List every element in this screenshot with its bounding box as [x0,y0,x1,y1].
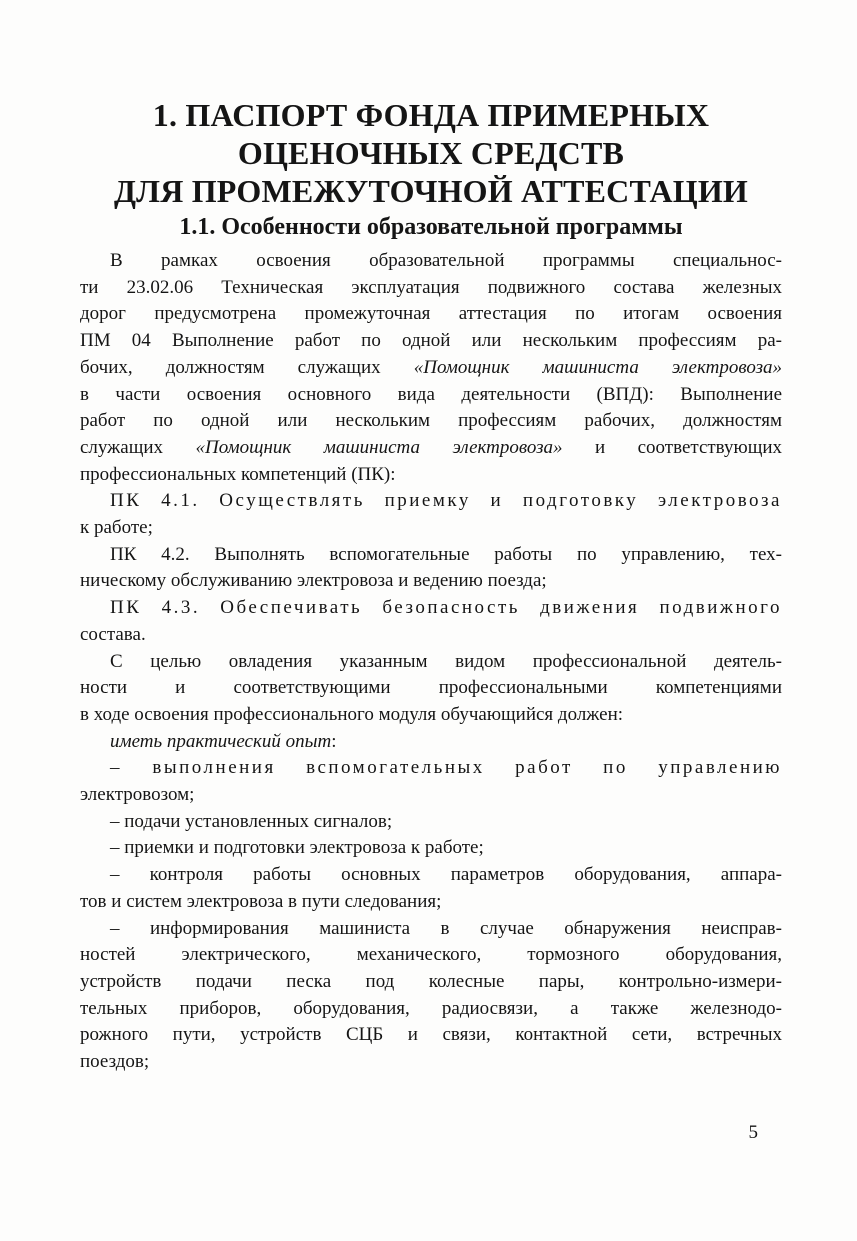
text-line [80,862,782,889]
text-line [80,729,782,756]
text-line [80,675,782,702]
paragraph [80,248,782,488]
text-line [80,942,782,969]
text-line [80,1049,782,1076]
paragraph [80,916,782,1076]
text-line [80,408,782,435]
text-line [80,835,782,862]
italic-text: «Помощник машиниста электровоза» [195,436,563,458]
paragraph [80,755,782,808]
paragraph [80,542,782,595]
text-line [80,916,782,943]
text-segment: ническому обслуживанию электровоза и ведению поезда; [80,570,547,592]
text-segment: ти 23.02.06 Техническая эксплуатация подвижного состава железных [80,276,782,298]
text-line [80,702,782,729]
text-line [80,488,782,515]
chapter-title-line-3: ДЛЯ ПРОМЕЖУТОЧНОЙ АТТЕСТАЦИИ [113,173,749,209]
text-segment: в ходе освоения профессионального модуля обучающийся должен: [80,703,624,725]
text-segment: ПК 4.1. Осуществлять приемку и подготовку электровоза [110,490,782,512]
text-segment: тов и систем электровоза в пути следования; [80,890,442,912]
page-content [80,0,782,1076]
text-line [80,969,782,996]
text-line [80,542,782,569]
text-segment: ПК 4.3. Обеспечивать безопасность движения подвижного [110,597,782,619]
text-segment: тельных приборов, оборудования, радиосвязи, а также железнодо- [80,997,782,1019]
text-line [80,515,782,542]
text-segment: бочих, должностям служащих [80,356,414,378]
text-segment: ПМ 04 Выполнение работ по одной или нескольким профессиям ра- [80,330,782,352]
text-line [80,382,782,409]
text-line [80,996,782,1023]
text-segment: ПК 4.2. Выполнять вспомогательные работы по управлению, тех- [110,543,782,565]
italic-text: «Помощник машиниста электровоза» [413,356,782,378]
paragraph [80,649,782,729]
paragraph [80,835,782,862]
text-segment: и соответствующих [562,436,782,458]
chapter-title-line-2: ОЦЕНОЧНЫХ СРЕДСТВ [237,135,625,171]
text-segment: профессиональных компетенций (ПК): [80,463,396,485]
text-segment: ности и соответствующими профессиональными компетенциями [80,677,782,699]
chapter-title [80,96,782,210]
paragraph [80,595,782,648]
text-segment: – контроля работы основных параметров оборудования, аппара- [110,864,782,886]
text-line [80,782,782,809]
text-line [80,649,782,676]
text-segment: В рамках освоения образовательной программы специальнос- [110,250,782,271]
paragraph [80,729,782,756]
section-title: 1.1. Особенности образовательной программы [179,214,683,240]
italic-text: иметь практический опыт [110,730,332,752]
text-segment: к работе; [80,517,153,539]
body-text [80,248,782,1076]
text-segment: – подачи установленных сигналов; [110,810,393,832]
text-segment: поездов; [80,1051,150,1073]
text-segment: состава. [80,623,146,645]
text-segment: устройств подачи песка под колесные пары, контрольно-измери- [80,970,782,992]
paragraph [80,488,782,541]
paragraph [80,809,782,836]
text-line [80,275,782,302]
paragraph [80,862,782,915]
chapter-title-line-1: 1. ПАСПОРТ ФОНДА ПРИМЕРНЫХ [152,97,710,133]
text-line [80,889,782,916]
text-line [80,248,782,275]
text-line [80,568,782,595]
text-line [80,1022,782,1049]
text-segment: : [331,730,337,752]
text-segment: С целью овладения указанным видом профессиональной деятель- [110,650,782,672]
text-line [80,462,782,489]
text-line [80,595,782,622]
text-line [80,809,782,836]
text-segment: работ по одной или нескольким профессиям рабочих, должностям [80,410,782,432]
text-line [80,435,782,462]
text-segment: – приемки и подготовки электровоза к работе; [110,837,484,859]
text-line [80,755,782,782]
text-segment: служащих [80,436,196,458]
text-line [80,355,782,382]
text-segment: – выполнения вспомогательных работ по управлению [110,757,782,779]
text-line [80,328,782,355]
text-segment: электровозом; [80,784,195,806]
text-line [80,301,782,328]
text-segment: рожного пути, устройств СЦБ и связи, контактной сети, встречных [80,1024,782,1046]
text-segment: – информирования машиниста в случае обнаружения неисправ- [110,917,782,939]
text-segment: дорог предусмотрена промежуточная аттестация по итогам освоения [80,303,782,325]
text-segment: в части освоения основного вида деятельности (ВПД): Выполнение [80,383,782,405]
page-number: 5 [748,1122,758,1143]
text-segment: ностей электрического, механического, тормозного оборудования, [80,944,782,966]
text-line [80,622,782,649]
